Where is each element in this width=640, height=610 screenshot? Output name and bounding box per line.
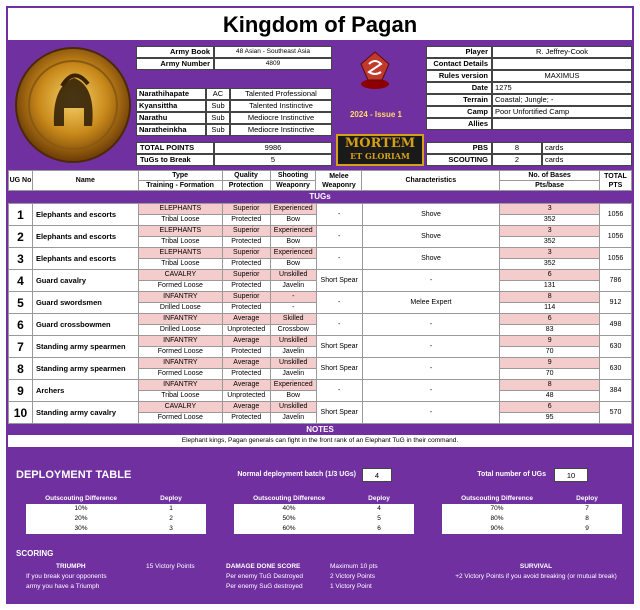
tug-no: 9 — [9, 380, 33, 402]
tug-melee: Short Spear — [316, 270, 362, 292]
deploy-header: Deploy — [576, 495, 598, 502]
tug-ppb: 114 — [500, 303, 600, 314]
pbs-label: PBS — [426, 142, 492, 154]
logo-text-1: MORTEM — [344, 136, 416, 151]
damage-max: Maximum 10 pts — [330, 563, 378, 570]
outscouting-value: 20% — [26, 514, 136, 524]
deploy-value: 2 — [136, 514, 206, 524]
tug-name: Guard cavalry — [32, 270, 138, 292]
tug-name: Standing army cavalry — [32, 402, 138, 424]
terrain-label: Terrain — [426, 94, 492, 106]
deployment-header-row — [442, 494, 622, 504]
deploy-value: 7 — [552, 504, 622, 514]
tug-weaponry: Crossbow — [270, 325, 316, 336]
tug-protection: Protected — [222, 215, 270, 226]
col-type: Type — [138, 171, 222, 181]
deploy-value: 5 — [344, 514, 414, 524]
tug-type: INFANTRY — [138, 292, 222, 303]
tug-total: 570 — [600, 402, 632, 424]
tug-melee: - — [316, 204, 362, 226]
tug-bases: 6 — [500, 402, 600, 413]
outscouting-value: 30% — [26, 524, 136, 534]
allies-label: Allies — [426, 118, 492, 130]
tug-chars: Shove — [362, 248, 500, 270]
outscouting-value: 70% — [442, 504, 552, 514]
tug-melee: Short Spear — [316, 402, 362, 424]
logo-text-2: ET GLORIAM — [350, 151, 410, 161]
tug-ppb: 48 — [500, 391, 600, 402]
tug-no: 4 — [9, 270, 33, 292]
allies-value — [492, 118, 632, 130]
tug-name: Elephants and escorts — [32, 204, 138, 226]
army-book-value: 48 Asian - Southeast Asia — [214, 46, 332, 58]
tug-weaponry: Bow — [270, 215, 316, 226]
tug-total: 630 — [600, 358, 632, 380]
tug-bases: 3 — [500, 226, 600, 237]
deployment-title: DEPLOYMENT TABLE — [16, 469, 132, 481]
tug-chars: Shove — [362, 204, 500, 226]
tug-training: Drilled Loose — [138, 325, 222, 336]
general-name: Narathu — [136, 112, 206, 124]
col-pts-base: Pts/base — [500, 181, 600, 191]
pbs-unit: cards — [542, 142, 632, 154]
tug-melee: Short Spear — [316, 336, 362, 358]
tug-training: Formed Loose — [138, 281, 222, 292]
tug-total: 1056 — [600, 226, 632, 248]
tug-bases: 3 — [500, 248, 600, 259]
deployment-group — [442, 494, 622, 534]
table-row — [9, 226, 632, 237]
scouting-label: SCOUTING — [426, 154, 492, 166]
tug-training: Drilled Loose — [138, 303, 222, 314]
camp-label: Camp — [426, 106, 492, 118]
tug-weaponry: Bow — [270, 391, 316, 402]
tug-shooting: - — [270, 292, 316, 303]
tug-chars: - — [362, 314, 500, 336]
tug-type: INFANTRY — [138, 314, 222, 325]
general-name: Narathihapate — [136, 88, 206, 100]
tug-protection: Unprotected — [222, 325, 270, 336]
tug-chars: - — [362, 358, 500, 380]
notes-section-title: NOTES — [8, 424, 632, 435]
date-value: 1275 — [492, 82, 632, 94]
tug-weaponry: Javelin — [270, 281, 316, 292]
tug-training: Formed Loose — [138, 369, 222, 380]
tug-total: 498 — [600, 314, 632, 336]
tug-chars: - — [362, 336, 500, 358]
tug-chars: Shove — [362, 226, 500, 248]
tug-quality: Superior — [222, 226, 270, 237]
tug-total: 912 — [600, 292, 632, 314]
tug-shooting: Unskilled — [270, 358, 316, 369]
general-role: Sub — [206, 112, 230, 124]
tug-bases: 9 — [500, 336, 600, 347]
tug-protection: Unprotected — [222, 391, 270, 402]
deployment-row — [442, 514, 622, 524]
tug-no: 10 — [9, 402, 33, 424]
deploy-value: 6 — [344, 524, 414, 534]
tug-name: Standing army spearmen — [32, 336, 138, 358]
tug-name: Guard crossbowmen — [32, 314, 138, 336]
col-training: Training - Formation — [138, 181, 222, 191]
survival-label: SURVIVAL — [519, 563, 553, 570]
col-melee: Melee Weaponry — [316, 171, 362, 191]
tug-total: 1056 — [600, 248, 632, 270]
tug-name: Elephants and escorts — [32, 248, 138, 270]
tug-shooting: Experienced — [270, 248, 316, 259]
tug-total: 786 — [600, 270, 632, 292]
tugs-to-break-label: TuGs to Break — [136, 154, 214, 166]
tug-name: Archers — [32, 380, 138, 402]
tug-ppb: 70 — [500, 369, 600, 380]
table-row — [9, 292, 632, 303]
deployment-row — [234, 504, 414, 514]
tug-type: INFANTRY — [138, 358, 222, 369]
damage-sug-pts: 1 Victory Point — [330, 583, 372, 590]
notes-text: Elephant kings, Pagan generals can fight in the front rank of an Elephant TuG in their command. — [8, 435, 632, 447]
deploy-header: Deploy — [368, 495, 390, 502]
outscouting-header: Outscouting Difference — [45, 495, 117, 502]
tug-shooting: Unskilled — [270, 402, 316, 413]
tug-total: 630 — [600, 336, 632, 358]
army-book-label: Army Book — [136, 46, 214, 58]
tug-quality: Superior — [222, 248, 270, 259]
terrain-value: Coastal; Jungle; - — [492, 94, 632, 106]
deploy-value: 8 — [552, 514, 622, 524]
tug-shooting: Experienced — [270, 204, 316, 215]
deployment-row — [26, 524, 206, 534]
tug-weaponry: Javelin — [270, 347, 316, 358]
tug-name: Standing army spearmen — [32, 358, 138, 380]
general-name: Kyansittha — [136, 100, 206, 112]
batch-label: Normal deployment batch (1/3 UGs) — [237, 471, 356, 478]
tug-total: 1056 — [600, 204, 632, 226]
tug-type: CAVALRY — [138, 270, 222, 281]
tug-bases: 9 — [500, 358, 600, 369]
outscouting-header: Outscouting Difference — [253, 495, 325, 502]
table-row — [9, 204, 632, 215]
tug-no: 7 — [9, 336, 33, 358]
tug-type: INFANTRY — [138, 336, 222, 347]
tug-ppb: 83 — [500, 325, 600, 336]
table-row — [9, 336, 632, 347]
tug-shooting: Skilled — [270, 314, 316, 325]
tug-shooting: Experienced — [270, 380, 316, 391]
tug-weaponry: Bow — [270, 259, 316, 270]
tug-protection: Protected — [222, 281, 270, 292]
tug-bases: 3 — [500, 204, 600, 215]
col-bases: No. of Bases — [500, 171, 600, 181]
player-value: R. Jeffrey-Cook — [492, 46, 632, 58]
tug-type: ELEPHANTS — [138, 204, 222, 215]
damage-tug: Per enemy TuG Destroyed — [226, 573, 303, 580]
tugs-to-break-value: 5 — [214, 154, 332, 166]
deployment-header-row — [234, 494, 414, 504]
player-label: Player — [426, 46, 492, 58]
col-weaponry: Weaponry — [270, 181, 316, 191]
general-quality: Mediocre Instinctive — [230, 124, 332, 136]
tug-weaponry: Javelin — [270, 369, 316, 380]
general-role: Sub — [206, 100, 230, 112]
tug-ppb: 131 — [500, 281, 600, 292]
tug-bases: 8 — [500, 292, 600, 303]
tug-quality: Superior — [222, 204, 270, 215]
tug-shooting: Experienced — [270, 226, 316, 237]
helmet-shield-icon — [14, 46, 132, 164]
tug-training: Formed Loose — [138, 347, 222, 358]
table-row — [9, 402, 632, 413]
deployment-row — [26, 504, 206, 514]
tug-training: Tribal Loose — [138, 237, 222, 248]
general-role: Sub — [206, 124, 230, 136]
scoring-row-1 — [26, 562, 632, 572]
tug-quality: Average — [222, 336, 270, 347]
triumph-line-1: If you break your opponents — [26, 573, 107, 580]
deployment-row — [442, 504, 622, 514]
triumph-label: TRIUMPH — [56, 563, 86, 570]
scoring-row-2 — [26, 572, 632, 582]
batch-value: 4 — [362, 468, 392, 482]
tug-chars: - — [362, 270, 500, 292]
deployment-row — [234, 524, 414, 534]
damage-sug: Per enemy SuG destroyed — [226, 583, 303, 590]
tug-training: Tribal Loose — [138, 215, 222, 226]
contact-value — [492, 58, 632, 70]
col-quality: Quality — [222, 171, 270, 181]
outscouting-value: 60% — [234, 524, 344, 534]
tug-quality: Average — [222, 314, 270, 325]
tug-quality: Average — [222, 402, 270, 413]
tug-protection: Protected — [222, 303, 270, 314]
tug-melee: Short Spear — [316, 358, 362, 380]
tug-quality: Superior — [222, 270, 270, 281]
tug-weaponry: Javelin — [270, 413, 316, 424]
tug-bases: 8 — [500, 380, 600, 391]
col-characteristics: Characteristics — [362, 171, 500, 191]
contact-label: Contact Details — [426, 58, 492, 70]
tug-type: INFANTRY — [138, 380, 222, 391]
tug-protection: Protected — [222, 259, 270, 270]
deployment-header-row — [26, 494, 206, 504]
deployment-group — [234, 494, 414, 534]
general-quality: Talented Professional — [230, 88, 332, 100]
tug-chars: - — [362, 380, 500, 402]
pbs-value: 8 — [492, 142, 542, 154]
scoring-title: SCORING — [16, 549, 54, 558]
tug-body-table — [8, 203, 632, 424]
tug-no: 8 — [9, 358, 33, 380]
deploy-value: 1 — [136, 504, 206, 514]
tug-ppb: 70 — [500, 347, 600, 358]
tug-weaponry: - — [270, 303, 316, 314]
tug-training: Formed Loose — [138, 413, 222, 424]
tug-melee: - — [316, 292, 362, 314]
tug-header-table — [8, 170, 632, 191]
outscouting-value: 50% — [234, 514, 344, 524]
table-row — [9, 380, 632, 391]
tug-quality: Average — [222, 380, 270, 391]
triumph-line-2: army you have a Triumph — [26, 583, 100, 590]
deployment-row — [26, 514, 206, 524]
tug-name: Guard swordsmen — [32, 292, 138, 314]
army-number-label: Army Number — [136, 58, 214, 70]
col-ug-no: UG No — [9, 171, 33, 191]
tug-type: CAVALRY — [138, 402, 222, 413]
general-quality: Mediocre Instinctive — [230, 112, 332, 124]
total-ugs-label: Total number of UGs — [477, 471, 546, 478]
tug-chars: - — [362, 402, 500, 424]
tug-no: 3 — [9, 248, 33, 270]
rules-label: Rules version — [426, 70, 492, 82]
general-quality: Talented Instinctive — [230, 100, 332, 112]
tug-melee: - — [316, 314, 362, 336]
general-name: Naratheinkha — [136, 124, 206, 136]
tug-ppb: 352 — [500, 237, 600, 248]
outscouting-value: 40% — [234, 504, 344, 514]
general-role: AC — [206, 88, 230, 100]
damage-label: DAMAGE DONE SCORE — [226, 563, 301, 570]
army-number-value: 4809 — [214, 58, 332, 70]
tug-no: 2 — [9, 226, 33, 248]
tug-ppb: 352 — [500, 259, 600, 270]
table-row — [9, 270, 632, 281]
mortem-logo — [336, 134, 424, 166]
tug-type: ELEPHANTS — [138, 248, 222, 259]
tug-melee: - — [316, 226, 362, 248]
scouting-unit: cards — [542, 154, 632, 166]
tug-no: 6 — [9, 314, 33, 336]
col-name: Name — [32, 171, 138, 191]
col-total: TOTAL PTS — [599, 171, 631, 191]
tug-shooting: Unskilled — [270, 270, 316, 281]
deploy-value: 3 — [136, 524, 206, 534]
issue-label: 2024 - Issue 1 — [349, 110, 403, 119]
deployment-row — [234, 514, 414, 524]
tugs-section-title: TUGs — [8, 191, 632, 203]
tug-no: 5 — [9, 292, 33, 314]
tug-training: Tribal Loose — [138, 259, 222, 270]
tug-weaponry: Bow — [270, 237, 316, 248]
deploy-value: 9 — [552, 524, 622, 534]
header-row-1 — [9, 171, 632, 181]
table-row — [9, 248, 632, 259]
camp-value: Poor Unfortified Camp — [492, 106, 632, 118]
tug-bases: 6 — [500, 314, 600, 325]
tug-melee: - — [316, 248, 362, 270]
total-points-value: 9986 — [214, 142, 332, 154]
date-label: Date — [426, 82, 492, 94]
survival-text: +2 Victory Points if you avoid breaking (or mutual break) — [455, 573, 617, 580]
tug-protection: Protected — [222, 237, 270, 248]
col-shooting: Shooting — [270, 171, 316, 181]
scouting-value: 2 — [492, 154, 542, 166]
tug-quality: Average — [222, 358, 270, 369]
col-protection: Protection — [222, 181, 270, 191]
tug-type: ELEPHANTS — [138, 226, 222, 237]
tug-chars: Melee Expert — [362, 292, 500, 314]
outscouting-value: 80% — [442, 514, 552, 524]
tug-ppb: 95 — [500, 413, 600, 424]
tug-bases: 6 — [500, 270, 600, 281]
total-ugs-value: 10 — [554, 468, 588, 482]
tug-name: Elephants and escorts — [32, 226, 138, 248]
deploy-value: 4 — [344, 504, 414, 514]
scoring-row-3 — [26, 582, 632, 592]
page-title: Kingdom of Pagan — [6, 6, 634, 42]
total-points-label: TOTAL POINTS — [136, 142, 214, 154]
tug-table-wrap — [8, 170, 632, 447]
tug-protection: Protected — [222, 413, 270, 424]
damage-tug-pts: 2 Victory Points — [330, 573, 376, 580]
tug-total: 384 — [600, 380, 632, 402]
outscouting-value: 10% — [26, 504, 136, 514]
tug-shooting: Unskilled — [270, 336, 316, 347]
outscouting-value: 90% — [442, 524, 552, 534]
tug-training: Tribal Loose — [138, 391, 222, 402]
outscouting-header: Outscouting Difference — [461, 495, 533, 502]
gem-logo-icon — [358, 50, 392, 90]
rules-value: MAXIMUS — [492, 70, 632, 82]
triumph-pts: 15 Victory Points — [146, 563, 195, 570]
army-sheet — [6, 6, 634, 604]
table-row — [9, 358, 632, 369]
tug-protection: Protected — [222, 347, 270, 358]
tug-protection: Protected — [222, 369, 270, 380]
table-row — [9, 314, 632, 325]
tug-no: 1 — [9, 204, 33, 226]
deployment-row — [442, 524, 622, 534]
scoring-table — [26, 562, 632, 592]
tug-melee: - — [316, 380, 362, 402]
deployment-group — [26, 494, 206, 534]
tug-ppb: 352 — [500, 215, 600, 226]
deploy-header: Deploy — [160, 495, 182, 502]
tug-quality: Superior — [222, 292, 270, 303]
